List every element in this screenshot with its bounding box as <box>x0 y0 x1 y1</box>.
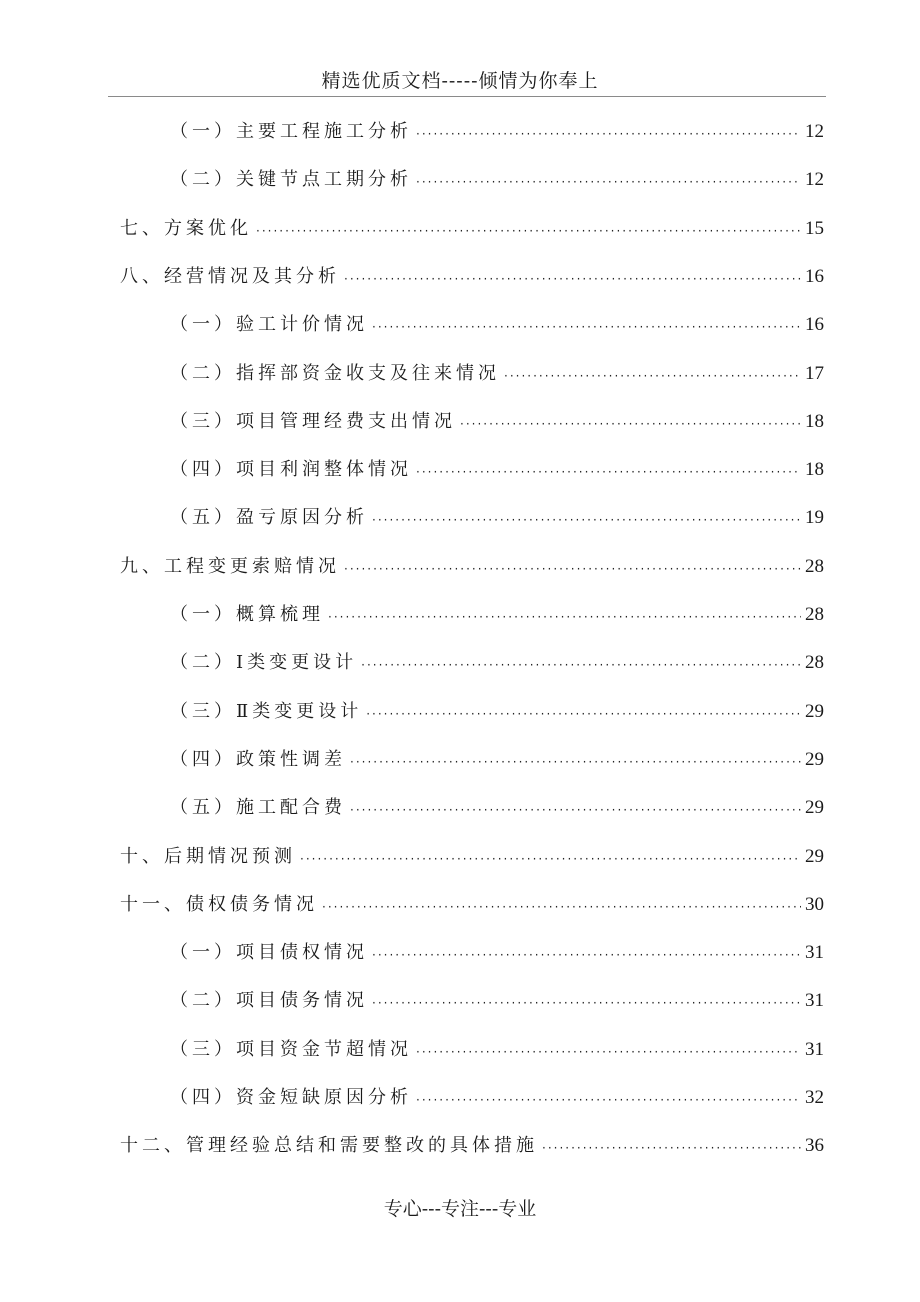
toc-dot-leader <box>328 593 801 641</box>
toc-entry-page-number: 28 <box>805 555 824 577</box>
toc-entry[interactable] <box>120 1122 824 1170</box>
toc-entry-title: （四）项目利润整体情况 <box>170 459 412 481</box>
toc-entry[interactable] <box>120 881 824 929</box>
toc-entry-title: 十二、管理经验总结和需要整改的具体措施 <box>120 1135 538 1157</box>
toc-entry-page-number: 17 <box>805 362 824 384</box>
toc-entry[interactable] <box>170 301 824 349</box>
toc-entry[interactable] <box>170 591 824 639</box>
toc-entry[interactable] <box>170 639 824 687</box>
toc-dot-leader <box>256 207 801 255</box>
toc-entry-page-number: 31 <box>805 990 824 1012</box>
toc-dot-leader <box>542 1124 801 1172</box>
toc-entry[interactable] <box>170 108 824 156</box>
toc-entry[interactable] <box>170 398 824 446</box>
toc-dot-leader <box>372 931 801 979</box>
toc-entry-title: 七、方案优化 <box>120 217 252 239</box>
toc-entry-title: （五）盈亏原因分析 <box>170 507 368 529</box>
page-footer: 专心---专注---专业 <box>383 1198 537 1220</box>
toc-entry-title: （一）验工计价情况 <box>170 314 368 336</box>
toc-entry[interactable] <box>170 350 824 398</box>
toc-dot-leader <box>416 110 801 158</box>
toc-entry-page-number: 15 <box>805 217 824 239</box>
toc-dot-leader <box>460 400 801 448</box>
toc-entry[interactable] <box>170 1026 824 1074</box>
toc-entry-page-number: 29 <box>805 748 824 770</box>
toc-entry[interactable] <box>170 688 824 736</box>
toc-dot-leader <box>372 303 801 351</box>
toc-dot-leader <box>372 979 801 1027</box>
toc-entry[interactable] <box>170 1074 824 1122</box>
toc-entry[interactable] <box>170 784 824 832</box>
toc-entry-title: （二）项目债务情况 <box>170 990 368 1012</box>
toc-dot-leader <box>366 690 801 738</box>
toc-entry-page-number: 30 <box>805 893 824 915</box>
toc-entry-page-number: 16 <box>805 265 824 287</box>
toc-dot-leader <box>504 352 801 400</box>
toc-entry-title: （二）指挥部资金收支及往来情况 <box>170 362 500 384</box>
toc-entry-page-number: 29 <box>805 700 824 722</box>
toc-dot-leader <box>344 255 801 303</box>
toc-entry-page-number: 12 <box>805 121 824 142</box>
toc-entry-page-number: 16 <box>805 314 824 336</box>
toc-entry-page-number: 28 <box>805 604 824 625</box>
toc-entry[interactable] <box>120 833 824 881</box>
toc-dot-leader <box>416 448 801 496</box>
toc-entry[interactable] <box>170 446 824 494</box>
toc-entry-title: （四）政策性调差 <box>170 748 346 770</box>
toc-dot-leader <box>350 738 801 786</box>
toc-entry[interactable] <box>170 736 824 784</box>
toc-dot-leader <box>300 835 801 883</box>
toc-dot-leader <box>416 1028 801 1076</box>
toc-entry-title: （二）Ⅰ类变更设计 <box>170 652 358 674</box>
toc-dot-leader <box>322 883 801 931</box>
toc-entry[interactable] <box>120 253 824 301</box>
toc-entry-title: （四）资金短缺原因分析 <box>170 1087 412 1108</box>
toc-entry[interactable] <box>120 205 824 253</box>
toc-entry-title: 八、经营情况及其分析 <box>120 265 340 287</box>
toc-entry[interactable] <box>120 543 824 591</box>
toc-entry[interactable] <box>170 494 824 542</box>
toc-entry-page-number: 31 <box>805 1038 824 1060</box>
toc-entry[interactable] <box>170 929 824 977</box>
toc-entry-title: 十一、债权债务情况 <box>120 893 318 915</box>
toc-entry-page-number: 18 <box>805 410 824 432</box>
toc-entry-title: （一）概算梳理 <box>170 604 324 625</box>
toc-entry-title: （一）主要工程施工分析 <box>170 121 412 142</box>
toc-entry-title: （二）关键节点工期分析 <box>170 169 412 191</box>
toc-entry-title: （三）Ⅱ类变更设计 <box>170 700 363 722</box>
page-header: 精选优质文档-----倾情为你奉上 <box>321 70 599 92</box>
toc-entry-page-number: 18 <box>805 459 824 481</box>
toc-entry-page-number: 36 <box>805 1135 824 1157</box>
toc-entry-title: 十、后期情况预测 <box>120 845 296 867</box>
toc-entry-title: （三）项目管理经费支出情况 <box>170 410 456 432</box>
toc-dot-leader <box>344 545 801 593</box>
toc-dot-leader <box>350 786 801 834</box>
toc-dot-leader <box>361 641 801 689</box>
toc-dot-leader <box>416 158 801 206</box>
toc-dot-leader <box>372 496 801 544</box>
toc-entry-page-number: 32 <box>805 1087 824 1108</box>
toc-entry-title: （五）施工配合费 <box>170 797 346 819</box>
header-divider <box>108 96 826 97</box>
toc-entry-title: 九、工程变更索赔情况 <box>120 555 340 577</box>
toc-entry-page-number: 29 <box>805 845 824 867</box>
toc-entry-page-number: 19 <box>805 507 824 529</box>
toc-entry[interactable] <box>170 977 824 1025</box>
toc-entry[interactable] <box>170 156 824 204</box>
toc-entry-page-number: 28 <box>805 652 824 674</box>
toc-entry-title: （三）项目资金节超情况 <box>170 1038 412 1060</box>
toc-entry-page-number: 31 <box>805 942 824 964</box>
toc-entry-page-number: 12 <box>805 169 824 191</box>
toc-entry-page-number: 29 <box>805 797 824 819</box>
toc-dot-leader <box>416 1076 801 1124</box>
toc-entry-title: （一）项目债权情况 <box>170 942 368 964</box>
